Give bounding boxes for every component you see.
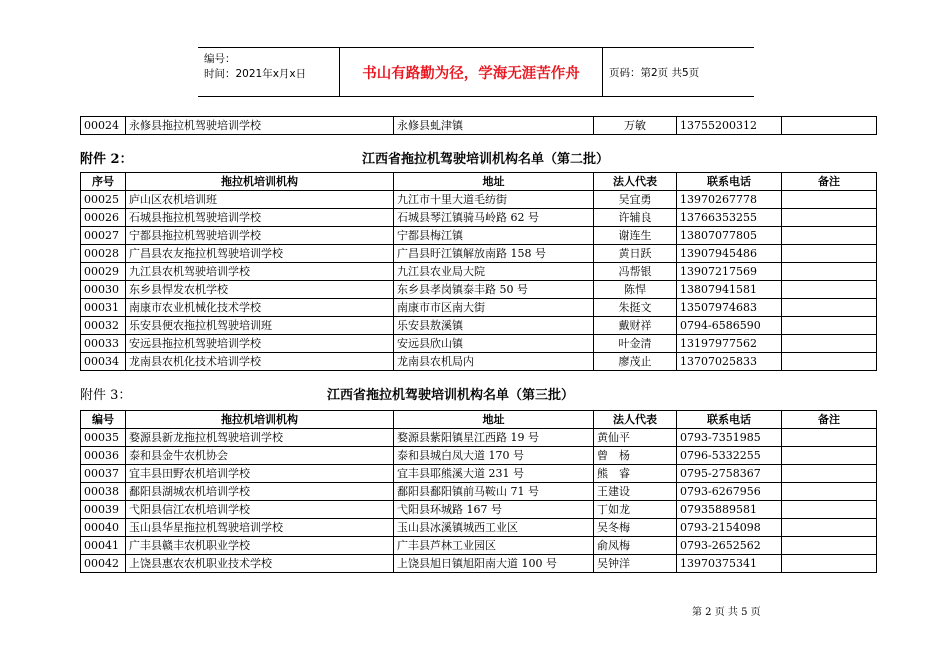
table-cell: 上饶县惠农农机职业技术学校 bbox=[126, 555, 394, 573]
table-row bbox=[81, 263, 877, 281]
table-row bbox=[81, 465, 877, 483]
table-cell: 吴宜勇 bbox=[594, 191, 677, 209]
table-cell: 00033 bbox=[81, 335, 126, 353]
table-cell: 00026 bbox=[81, 209, 126, 227]
table-cell: 宜丰县耶熊溪大道 231 号 bbox=[394, 465, 594, 483]
table-cell: 00042 bbox=[81, 555, 126, 573]
column-header: 联系电话 bbox=[677, 411, 782, 429]
table-cell: 万敏 bbox=[594, 117, 677, 135]
table-cell: 13197977562 bbox=[677, 335, 782, 353]
table-cell: 00041 bbox=[81, 537, 126, 555]
table-cell bbox=[782, 555, 877, 573]
table-row bbox=[81, 519, 877, 537]
table-cell: 鄱阳县湖城农机培训学校 bbox=[126, 483, 394, 501]
table-cell: 龙南县农机局内 bbox=[394, 353, 594, 371]
table-cell: 廖茂止 bbox=[594, 353, 677, 371]
column-header: 序号 bbox=[81, 173, 126, 191]
table-row bbox=[81, 447, 877, 465]
table-cell: 0796-5332255 bbox=[677, 447, 782, 465]
table-cell: 熊 睿 bbox=[594, 465, 677, 483]
table-cell bbox=[782, 465, 877, 483]
table-cell bbox=[782, 281, 877, 299]
table-cell: 00030 bbox=[81, 281, 126, 299]
page-footer: 第 2 页 共 5 页 bbox=[692, 607, 761, 618]
table-cell: 13766353255 bbox=[677, 209, 782, 227]
table-cell: 0794-6586590 bbox=[677, 317, 782, 335]
table-cell: 许辅良 bbox=[594, 209, 677, 227]
table-cell bbox=[782, 429, 877, 447]
table-cell: 吴钟洋 bbox=[594, 555, 677, 573]
table-row bbox=[81, 555, 877, 573]
section-2-label: 附件 2： bbox=[80, 152, 133, 167]
table-cell: 乐安县便农拖拉机驾驶培训班 bbox=[126, 317, 394, 335]
table-cell: 永修县虬津镇 bbox=[394, 117, 594, 135]
table-cell bbox=[782, 537, 877, 555]
table-cell bbox=[782, 263, 877, 281]
table-cell: 13907945486 bbox=[677, 245, 782, 263]
table-cell bbox=[782, 353, 877, 371]
number-label: 编号： bbox=[204, 53, 236, 65]
table-cell: 泰和县城白凤大道 170 号 bbox=[394, 447, 594, 465]
table-cell bbox=[782, 483, 877, 501]
header-meta bbox=[198, 48, 340, 96]
table-row bbox=[81, 429, 877, 447]
table-row bbox=[81, 209, 877, 227]
table-cell: 00024 bbox=[81, 117, 126, 135]
table-cell: 00036 bbox=[81, 447, 126, 465]
table-row bbox=[81, 353, 877, 371]
page-header bbox=[198, 47, 754, 97]
table-cell: 鄱阳县鄱阳镇前马鞍山 71 号 bbox=[394, 483, 594, 501]
table-cell: 宁都县梅江镇 bbox=[394, 227, 594, 245]
table-row bbox=[81, 317, 877, 335]
table-cell bbox=[782, 447, 877, 465]
section-2-table bbox=[80, 172, 877, 371]
table-cell: 0795-2758367 bbox=[677, 465, 782, 483]
table-cell: 石城县琴江镇骑马岭路 62 号 bbox=[394, 209, 594, 227]
table-cell: 00038 bbox=[81, 483, 126, 501]
table-cell: 泰和县金牛农机协会 bbox=[126, 447, 394, 465]
table-cell: 吴冬梅 bbox=[594, 519, 677, 537]
table-cell: 广丰县芦林工业园区 bbox=[394, 537, 594, 555]
column-header: 拖拉机培训机构 bbox=[126, 173, 394, 191]
table-cell: 庐山区农机培训班 bbox=[126, 191, 394, 209]
table-cell: 00032 bbox=[81, 317, 126, 335]
table-cell: 宜丰县田野农机培训学校 bbox=[126, 465, 394, 483]
table-cell: 九江市十里大道毛纺街 bbox=[394, 191, 594, 209]
table-cell: 07935889581 bbox=[677, 501, 782, 519]
table-cell: 13807941581 bbox=[677, 281, 782, 299]
table-row bbox=[81, 335, 877, 353]
table-cell: 13807077805 bbox=[677, 227, 782, 245]
table-cell: 婺源县紫阳镇星江西路 19 号 bbox=[394, 429, 594, 447]
table-cell bbox=[782, 317, 877, 335]
page-info: 页码：第2页 共5页 bbox=[609, 67, 700, 79]
table-cell: 上饶县旭日镇旭阳南大道 100 号 bbox=[394, 555, 594, 573]
column-header: 法人代表 bbox=[594, 173, 677, 191]
table-cell: 13755200312 bbox=[677, 117, 782, 135]
table-cell: 13707025833 bbox=[677, 353, 782, 371]
table-cell: 曾 杨 bbox=[594, 447, 677, 465]
column-header: 法人代表 bbox=[594, 411, 677, 429]
table-cell: 叶金清 bbox=[594, 335, 677, 353]
table-cell: 黄仙平 bbox=[594, 429, 677, 447]
table-cell: 0793-6267956 bbox=[677, 483, 782, 501]
table-row bbox=[81, 483, 877, 501]
table-cell: 戴财祥 bbox=[594, 317, 677, 335]
table-cell: 南康市市区南大街 bbox=[394, 299, 594, 317]
table-cell: 安远县拖拉机驾驶培训学校 bbox=[126, 335, 394, 353]
table-cell bbox=[782, 299, 877, 317]
table-cell: 弋阳县信江农机培训学校 bbox=[126, 501, 394, 519]
table-cell: 乐安县敖溪镇 bbox=[394, 317, 594, 335]
table-row bbox=[81, 117, 877, 135]
column-header: 拖拉机培训机构 bbox=[126, 411, 394, 429]
table-cell bbox=[782, 191, 877, 209]
table-cell: 0793-2652562 bbox=[677, 537, 782, 555]
table-row bbox=[81, 281, 877, 299]
table-cell: 玉山县华星拖拉机驾驶培训学校 bbox=[126, 519, 394, 537]
table-cell: 南康市农业机械化技术学校 bbox=[126, 299, 394, 317]
table-cell: 广丰县赣丰农机职业学校 bbox=[126, 537, 394, 555]
table-cell: 九江县农业局大院 bbox=[394, 263, 594, 281]
table-cell: 谢连生 bbox=[594, 227, 677, 245]
table-cell: 00025 bbox=[81, 191, 126, 209]
table-cell: 00031 bbox=[81, 299, 126, 317]
column-header: 地址 bbox=[394, 411, 594, 429]
table-cell: 冯帮银 bbox=[594, 263, 677, 281]
slogan: 书山有路勤为径，学海无涯苦作舟 bbox=[340, 48, 603, 96]
section-3-label: 附件 3： bbox=[80, 388, 132, 403]
table-cell: 俞凤梅 bbox=[594, 537, 677, 555]
table-cell: 13507974683 bbox=[677, 299, 782, 317]
table-cell: 00034 bbox=[81, 353, 126, 371]
table-cell: 东乡县孝岗镇泰丰路 50 号 bbox=[394, 281, 594, 299]
table-cell: 黄日跃 bbox=[594, 245, 677, 263]
table-cell: 九江县农机驾驶培训学校 bbox=[126, 263, 394, 281]
section-2-title: 江西省拖拉机驾驶培训机构名单（第二批） bbox=[362, 152, 610, 167]
table-row bbox=[81, 227, 877, 245]
table-cell: 安远县欣山镇 bbox=[394, 335, 594, 353]
table-row bbox=[81, 537, 877, 555]
column-header: 联系电话 bbox=[677, 173, 782, 191]
table-cell: 13970267778 bbox=[677, 191, 782, 209]
table-cell: 石城县拖拉机驾驶培训学校 bbox=[126, 209, 394, 227]
section-3-title: 江西省拖拉机驾驶培训机构名单（第三批） bbox=[327, 388, 575, 403]
continued-table bbox=[80, 116, 877, 135]
table-cell bbox=[782, 501, 877, 519]
table-cell: 0793-7351985 bbox=[677, 429, 782, 447]
table-cell: 朱挺文 bbox=[594, 299, 677, 317]
table-cell: 00028 bbox=[81, 245, 126, 263]
table-cell bbox=[782, 227, 877, 245]
table-cell: 00027 bbox=[81, 227, 126, 245]
table-row bbox=[81, 191, 877, 209]
table-cell: 00037 bbox=[81, 465, 126, 483]
table-row bbox=[81, 245, 877, 263]
table-cell bbox=[782, 117, 877, 135]
column-header: 编号 bbox=[81, 411, 126, 429]
table-cell: 00035 bbox=[81, 429, 126, 447]
table-row bbox=[81, 299, 877, 317]
table-cell: 13907217569 bbox=[677, 263, 782, 281]
table-cell bbox=[782, 245, 877, 263]
table-cell: 弋阳县环城路 167 号 bbox=[394, 501, 594, 519]
table-cell: 王建设 bbox=[594, 483, 677, 501]
table-cell: 00039 bbox=[81, 501, 126, 519]
time-label: 时间：2021年x月x日 bbox=[204, 68, 307, 80]
table-cell: 婺源县新龙拖拉机驾驶培训学校 bbox=[126, 429, 394, 447]
table-cell: 广昌县盱江镇解放南路 158 号 bbox=[394, 245, 594, 263]
table-cell: 宁都县拖拉机驾驶培训学校 bbox=[126, 227, 394, 245]
table-cell: 00029 bbox=[81, 263, 126, 281]
column-header: 备注 bbox=[782, 173, 877, 191]
table-cell bbox=[782, 519, 877, 537]
table-row bbox=[81, 501, 877, 519]
table-cell: 广昌县农友拖拉机驾驶培训学校 bbox=[126, 245, 394, 263]
table-cell: 东乡县悍发农机学校 bbox=[126, 281, 394, 299]
column-header: 地址 bbox=[394, 173, 594, 191]
table-cell: 永修县拖拉机驾驶培训学校 bbox=[126, 117, 394, 135]
table-cell: 00040 bbox=[81, 519, 126, 537]
table-cell: 陈悍 bbox=[594, 281, 677, 299]
table-cell bbox=[782, 209, 877, 227]
section-3-table bbox=[80, 410, 877, 573]
table-cell: 龙南县农机化技术培训学校 bbox=[126, 353, 394, 371]
table-cell: 丁如龙 bbox=[594, 501, 677, 519]
table-cell bbox=[782, 335, 877, 353]
table-cell: 13970375341 bbox=[677, 555, 782, 573]
column-header: 备注 bbox=[782, 411, 877, 429]
table-cell: 0793-2154098 bbox=[677, 519, 782, 537]
table-cell: 玉山县冰溪镇城西工业区 bbox=[394, 519, 594, 537]
